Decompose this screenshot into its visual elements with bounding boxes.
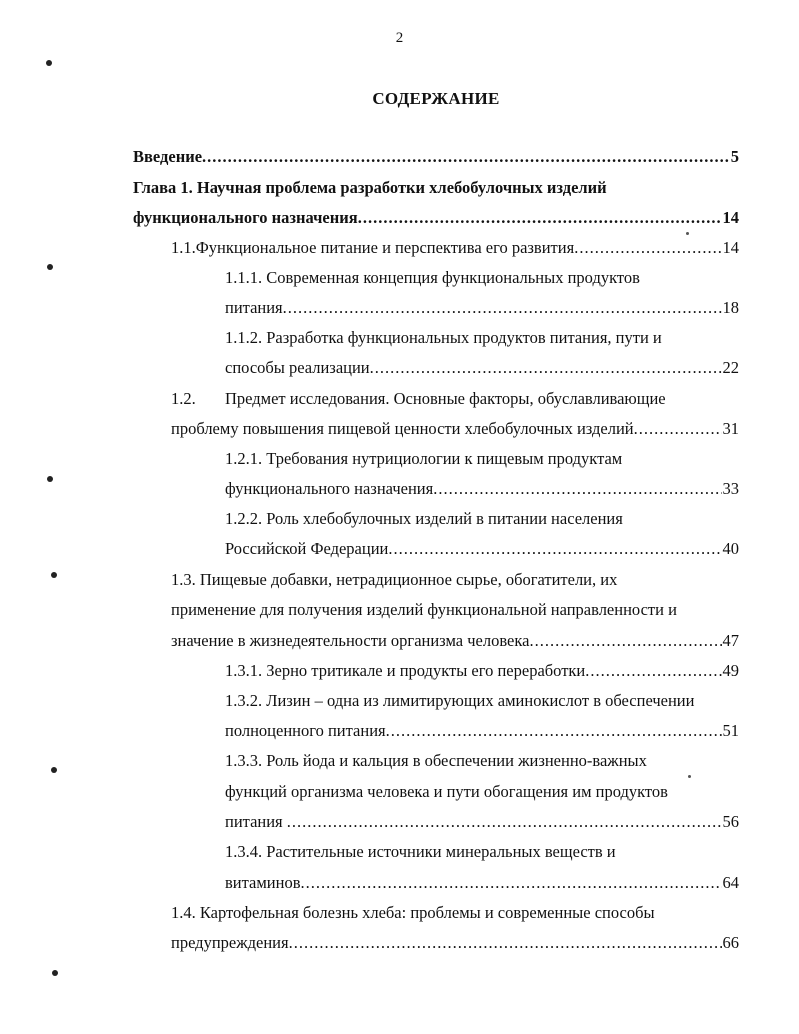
- toc-entry-1-2-cont: [171, 418, 739, 440]
- toc-page-number: 18: [722, 298, 739, 317]
- toc-leader-dots: [202, 146, 730, 168]
- toc-leader-dots: [585, 660, 721, 682]
- toc-entry-chapter-1: [133, 177, 739, 199]
- toc-entry-text: применение для получения изделий функциональной направленности и: [171, 600, 677, 619]
- toc-entry-text: 1.3.1. Зерно тритикале и продукты его переработки: [225, 661, 586, 680]
- toc-leader-dots: [386, 720, 722, 742]
- toc-leader-dots: [287, 811, 722, 833]
- toc-leader-dots: [634, 418, 722, 440]
- toc-entry-1-1-1: [225, 267, 739, 289]
- scan-speck: [686, 232, 689, 235]
- toc-entry-chapter-1-cont: [133, 207, 739, 229]
- toc-page-number: 5: [730, 147, 739, 166]
- toc-entry-1-1-2: [225, 327, 739, 349]
- toc-page-number: 64: [722, 873, 739, 892]
- toc-entry-text: 1.3.3. Роль йода и кальция в обеспечении жизненно-важных: [225, 751, 647, 770]
- toc-entry-1-1: [171, 237, 739, 259]
- toc-leader-dots: [574, 237, 721, 259]
- toc-entry-1-2-2: [225, 508, 739, 530]
- toc-entry-1-4-cont: [171, 932, 739, 954]
- toc-entry-text: функционального назначения: [225, 479, 434, 498]
- toc-entry-1-3-4: [225, 841, 739, 863]
- toc-page-number: 47: [722, 631, 739, 650]
- toc-entry-text: Российской Федерации: [225, 539, 389, 558]
- toc-leader-dots: [370, 357, 722, 379]
- toc-entry-text: Функциональное питание и перспектива его развития: [195, 238, 575, 257]
- toc-entry-1-1-1-cont: [225, 297, 739, 319]
- toc-entry-text: 1.4. Картофельная болезнь хлеба: проблемы и современные способы: [171, 903, 655, 922]
- toc-entry-text: питания: [225, 298, 283, 317]
- toc-entry-text: 1.2.2. Роль хлебобулочных изделий в питании населения: [225, 509, 623, 528]
- toc-entry-text: 1.3.4. Растительные источники минеральных веществ и: [225, 842, 616, 861]
- page-title: СОДЕРЖАНИЕ: [372, 89, 500, 108]
- toc-entry-text: 1.3. Пищевые добавки, нетрадиционное сырье, обогатители, их: [171, 570, 618, 589]
- toc-leader-dots: [358, 207, 722, 229]
- toc-entry-text: предупреждения: [171, 933, 289, 952]
- toc-entry-1-1-2-cont: [225, 357, 739, 379]
- scan-speck: [51, 767, 57, 773]
- toc-entry-text: Введение: [133, 147, 203, 166]
- toc-entry-text: 1.2.1. Требования нутрициологии к пищевым продуктам: [225, 449, 623, 468]
- scan-speck: [688, 775, 691, 778]
- toc-page-number: 49: [722, 661, 739, 680]
- toc-entry-text: функций организма человека и пути обогащения им продуктов: [225, 782, 668, 801]
- toc-entry-1-3-2-cont: [225, 720, 739, 742]
- toc-entry-1-3-cont: [171, 599, 739, 621]
- toc-entry-1-3-3-cont: [225, 781, 739, 803]
- toc-entry-1-2-2-cont: [225, 538, 739, 560]
- toc-leader-dots: [289, 932, 722, 954]
- toc-entry-text: питания: [225, 812, 287, 831]
- toc-entry-text: 1.1.2. Разработка функциональных продуктов питания, пути и: [225, 328, 662, 347]
- toc-page-number: 31: [722, 419, 739, 438]
- toc-entry-1-4: [171, 902, 739, 924]
- toc-entry-1-3-3: [225, 750, 739, 772]
- toc-section-number: 1.2.: [171, 389, 196, 408]
- toc-entry-1-3-3-cont-2: [225, 811, 739, 833]
- toc-entry-text: полноценного питания: [225, 721, 386, 740]
- toc-leader-dots: [529, 630, 721, 652]
- page-number: 2: [395, 30, 404, 46]
- toc-entry-1-2-1-cont: [225, 478, 739, 500]
- toc-leader-dots: [301, 872, 722, 894]
- toc-entry-1-3-4-cont: [225, 872, 739, 894]
- scan-speck: [46, 60, 52, 66]
- toc-entry-1-3-cont-2: [171, 630, 739, 652]
- toc-entry-text: функционального назначения: [133, 208, 358, 227]
- toc-leader-dots: [433, 478, 721, 500]
- scan-speck: [52, 970, 58, 976]
- toc-entry-text: 1.1.1. Современная концепция функциональных продуктов: [225, 268, 640, 287]
- toc-section-number: 1.1.: [171, 238, 196, 257]
- scan-speck: [47, 264, 53, 270]
- toc-entry-text: способы реализации: [225, 358, 370, 377]
- toc-entry-1-3-1: [225, 660, 739, 682]
- toc-page-number: 56: [722, 812, 739, 831]
- toc-page-number: 40: [722, 539, 739, 558]
- toc-leader-dots: [283, 297, 722, 319]
- toc-leader-dots: [388, 538, 721, 560]
- toc-page-number: 66: [722, 933, 739, 952]
- toc-page-number: 22: [722, 358, 739, 377]
- toc-page-number: 14: [722, 238, 739, 257]
- toc-page-number: 51: [722, 721, 739, 740]
- toc-page-number: 14: [722, 208, 739, 227]
- toc-entry-text: проблему повышения пищевой ценности хлебобулочных изделий: [171, 419, 634, 438]
- toc-entry-introduction: [133, 146, 739, 168]
- toc-page-number: 33: [722, 479, 739, 498]
- toc-entry-1-2-1: [225, 448, 739, 470]
- toc-entry-text: Предмет исследования. Основные факторы, обуславливающие: [225, 389, 666, 408]
- toc-entry-1-3-2: [225, 690, 739, 712]
- toc-entry-1-3: [171, 569, 739, 591]
- toc-entry-1-2: [171, 388, 739, 410]
- scan-speck: [47, 476, 53, 482]
- toc-entry-text: витаминов: [225, 873, 301, 892]
- toc-entry-text: Глава 1. Научная проблема разработки хлебобулочных изделий: [133, 178, 607, 197]
- toc-entry-text: 1.3.2. Лизин – одна из лимитирующих аминокислот в обеспечении: [225, 691, 695, 710]
- scan-speck: [51, 572, 57, 578]
- toc-entry-text: значение в жизнедеятельности организма человека: [171, 631, 530, 650]
